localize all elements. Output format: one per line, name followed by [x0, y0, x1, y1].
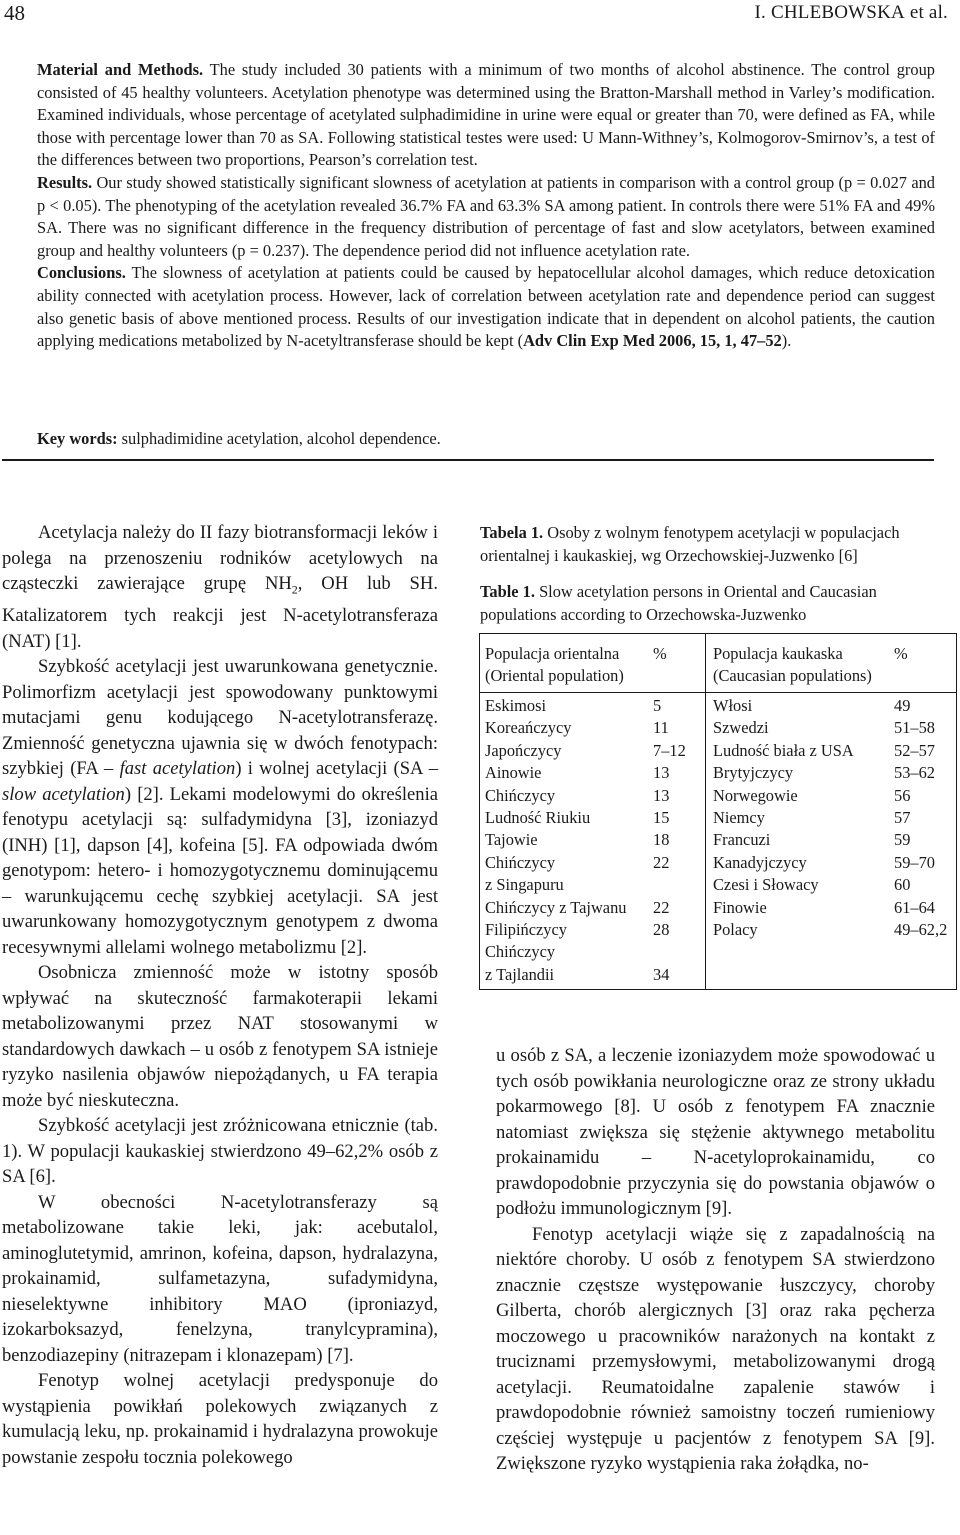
table-caption-en	[480, 581, 955, 626]
author-suffix: et al.	[904, 2, 948, 23]
table-caption	[480, 522, 955, 640]
table-cell: 49–62,2	[894, 920, 948, 940]
header-caucasian-pl: Populacja kaukaska	[713, 644, 843, 663]
table-cell: Ludność Riukiu	[485, 808, 591, 828]
table-header-caucasian	[713, 643, 872, 688]
table-cell: 22	[653, 897, 670, 917]
table-cell: 59	[894, 830, 911, 850]
table-cell: Szwedzi	[713, 718, 769, 738]
table-cell: Ludność biała z USA	[713, 740, 854, 760]
table-cell: z Tajlandii	[485, 964, 555, 984]
table-cell: 28	[653, 920, 670, 940]
table-header-oriental	[485, 643, 624, 688]
caucasian-names	[713, 695, 854, 941]
header-caucasian-en: (Caucasian populations)	[713, 666, 872, 686]
page-header	[0, 0, 960, 30]
right-column	[496, 1043, 935, 1477]
table-cell: Brytyjczycy	[713, 763, 794, 783]
table-cell: Czesi i Słowacy	[713, 875, 819, 895]
table-cell: Kanadyjczycy	[713, 852, 807, 872]
table-caption-en-text: Slow acetylation persons in Oriental and Caucasian populations according to Orzechowska-Juzwenko	[480, 582, 877, 624]
author-surname: HLEBOWSKA	[783, 2, 905, 23]
header-oriental-en: (Oriental population)	[485, 666, 624, 686]
citation-close: ).	[781, 331, 792, 351]
oriental-values	[653, 695, 686, 986]
table-cell: Włosi	[713, 696, 753, 715]
table-cell: Finowie	[713, 897, 767, 917]
table-cell: 15	[653, 808, 670, 828]
running-head	[755, 0, 948, 26]
table-cell: Koreańczycy	[485, 718, 572, 738]
p2-text-c: ) [2]. Lekami modelowymi do określenia fenotypu acetylacji są: sulfadymidyna [3], izoniazyd (INH) [1], dapson [4], kofeina [5]. FA odpowiada dwóm genotypom: hetero- i homozygotycznemu dominującemu – warunkującemu cechę szybkiej acetylacji. SA jest uwarunkowany homozygotycznym genotypem z dwoma recesywnymi allelami wolnego metabolizmu [2].	[2, 783, 439, 958]
table-cell: Chińczycy	[485, 942, 556, 962]
table-cell: Niemcy	[713, 808, 765, 828]
table-cell: Norwegowie	[713, 785, 798, 805]
left-paragraph-5: W obecności N-acetylotransferazy są metabolizowane takie leki, jak: acebutalol, aminoglutetymid, amrinon, kofeina, dapson, hydralazyna, prokainamid, sulfametazyna, sufadymidyna, nieselektywne inhibitory MAO (iproniazyd, izokarboksazyd, fenelzyna, tranylcypramina), benzodiazepiny (nitrazepam i klonazepam) [7].	[2, 1191, 438, 1366]
left-paragraph-3: Osobnicza zmienność może w istotny sposób wpływać na skuteczność farmakoterapii lekami metabolizowanymi przez NAT stosowanymi w standardowych dawkach – u osób z fenotypem SA istnieje ryzyko nasilenia objawów niepożądanych, u FA terapia może być nieskuteczna.	[2, 962, 438, 1111]
header-caucasian-percent: %	[894, 644, 908, 663]
conclusions-text: The slowness of acetylation at patients could be caused by hepatocellular alcohol damages, which reduce detoxication ability connected with acetylation process. However, lack of correlation between acetylation rate and dependence period can suggest also genetic basis of above mentioned process. Results of our investigation indicate that in dependent on alcohol patients, the caution applying medications metabolized by N-acetyltransferase should be kept (	[37, 263, 935, 351]
p2-text-b: ) i wolnej acetylacji (SA –	[235, 758, 438, 780]
left-paragraph-4: Szybkość acetylacji jest zróżnicowana etnicznie (tab. 1). W populacji kaukaskiej stwierdzono 49–62,2% osób z SA [6].	[2, 1115, 438, 1188]
keywords	[37, 428, 935, 450]
conclusions-label: Conclusions.	[37, 263, 126, 283]
oriental-names	[485, 695, 626, 986]
table-cell: Francuzi	[713, 830, 771, 850]
table-cell: Polacy	[713, 920, 758, 940]
table-cell: Chińczycy	[485, 852, 556, 872]
table-cell: Chińczycy	[485, 785, 556, 805]
table-cell	[653, 874, 686, 896]
caucasian-values	[894, 695, 947, 941]
citation: Adv Clin Exp Med 2006, 15, 1, 47–52	[523, 331, 782, 351]
population-table	[479, 633, 957, 990]
right-paragraph-2: Fenotyp acetylacji wiąże się z zapadalnością na niektóre choroby. U osób z fenotypem SA stwierdzono znacznie częstsze występowanie łuszczycy, choroby Gilberta, chorób alergicznych [3] oraz raka pęcherza moczowego u pracowników narażonych na kontakt z truciznami przemysłowymi, metabolizowanymi drogą acetylacji. Reumatoidalne zapalenie stawów i prawdopodobnie również samoistny toczeń rumieniowy częściej występuje u pacjentów z fenotypem SA [9]. Zwiększone ryzyko wystąpienia raka żołądka, no-	[496, 1223, 935, 1474]
table-cell: 7–12	[653, 740, 686, 760]
keywords-label: Key words:	[37, 429, 118, 448]
table-cell: Ainowie	[485, 763, 542, 783]
left-paragraph-1	[2, 520, 438, 654]
abstract-conclusions	[37, 262, 935, 352]
abstract-divider	[2, 459, 934, 461]
table-cell: 61–64	[894, 897, 935, 917]
table-caption-pl	[480, 522, 955, 567]
header-oriental-percent: %	[653, 644, 667, 663]
table-header-caucasian-pct	[894, 643, 908, 665]
table-cell: 53–62	[894, 763, 935, 783]
abstract	[37, 59, 935, 353]
nh2-subscript: 2	[291, 582, 298, 597]
table-cell: 13	[653, 785, 670, 805]
p2-slow-italic: slow acetylation	[2, 783, 125, 805]
table-cell: 52–57	[894, 740, 935, 760]
keywords-text: sulphadimidine acetylation, alcohol dependence.	[117, 429, 441, 448]
page-number: 48	[4, 1, 25, 25]
methods-text: The study included 30 patients with a minimum of two months of alcohol abstinence. The control group consisted of 45 healthy volunteers. Acetylation phenotype was determined using the Bratton-Marshall method in Varley’s modification. Examined individuals, whose percentage of acetylated sulphadimidine in urine were equal or greater than 70, were defined as FA, while those with percentage lower than 70 as SA. Following statistical testes were used: U Mann-Withney’s, Kolmogorov-Smirnov’s, a test of the differences between two proportions, Pearson’s correlation test.	[37, 60, 935, 170]
table-caption-pl-text: Osoby z wolnym fenotypem acetylacji w populacjach orientalnej i kaukaskiej, wg Orzechowskiej-Juzwenko [6]	[480, 523, 900, 565]
table-cell: 13	[653, 763, 670, 783]
abstract-methods	[37, 59, 935, 172]
right-paragraph-1: u osób z SA, a leczenie izoniazydem może spowodować u tych osób powikłania neurologiczne oraz ze strony układu pokarmowego [8]. U osób z fenotypem FA znacznie natomiast zwiększa się stężenie aktywnego metabolitu prokainamidu – N-acetyloprokainamidu, co prawdopodobnie przyczynia się do powstania objawów o podłożu immunologicznym [9].	[496, 1045, 935, 1219]
table-column-divider	[705, 634, 706, 989]
abstract-results	[37, 172, 935, 262]
table-cell: Eskimosi	[485, 696, 547, 715]
table-cell: 22	[653, 852, 670, 872]
table-cell: 34	[653, 964, 670, 984]
table-cell: 60	[894, 875, 911, 895]
table-cell: 49	[894, 696, 911, 715]
table-cell: 11	[653, 718, 669, 738]
p2-text-a: Szybkość acetylacji jest uwarunkowana genetycznie. Polimorfizm acetylacji jest spowodowany punktowymi mutacjami genu kodującego N-acetylotransferazę. Zmienność genetyczna ujawnia się w dwóch fenotypach: szybkiej (FA –	[2, 656, 438, 780]
table-cell	[653, 941, 686, 963]
p1-text-b: , OH lub SH. Katalizatorem tych reakcji jest N-acetylotransferaza (NAT) [1].	[2, 573, 438, 652]
author-initial: I. C	[754, 2, 784, 23]
left-paragraph-2	[2, 654, 438, 960]
table-cell: Chińczycy z Tajwanu	[485, 897, 627, 917]
table-header-oriental-pct	[653, 643, 667, 665]
header-oriental-pl: Populacja orientalna	[485, 644, 620, 663]
table-cell: 5	[653, 696, 662, 715]
methods-label: Material and Methods.	[37, 60, 204, 79]
table-cell: Filipińczycy	[485, 920, 567, 940]
table-cell: 59–70	[894, 852, 935, 872]
results-label: Results.	[37, 172, 93, 192]
p1-text-a: Acetylacja należy do II fazy biotransformacji leków i polega na przenoszeniu rodników acetylowych na cząsteczki zawierające grupę NH	[2, 522, 438, 594]
table-cell: 18	[653, 830, 670, 850]
table-cell: Japończycy	[485, 740, 562, 760]
table-cell: 56	[894, 785, 911, 805]
table-label-pl: Tabela 1.	[480, 523, 544, 542]
left-column	[2, 520, 438, 1470]
table-label-en: Table 1.	[480, 582, 535, 601]
results-text: Our study showed statistically significant slowness of acetylation at patients in comparison with a control group (p = 0.027 and p < 0.05). The phenotyping of the acetylation revealed 36.7% FA and 63.3% SA among patient. In controls there were 51% FA and 49% SA. There was no significant difference in the frequency distribution of percentage of fast and slow acetylators, between examined group and healthy volunteers (p = 0.237). The dependence period did not influence acetylation rate.	[37, 172, 935, 260]
table-cell: z Singapuru	[485, 875, 564, 895]
p2-fast-italic: fast acetylation	[119, 758, 236, 780]
table-cell: 57	[894, 808, 911, 828]
left-paragraph-6: Fenotyp wolnej acetylacji predysponuje do wystąpienia powikłań polekowych związanych z kumulacją leku, np. prokainamid i hydralazyna prowokuje powstanie zespołu tocznia polekowego	[2, 1370, 438, 1468]
table-header-divider	[480, 692, 956, 693]
table-cell: 51–58	[894, 718, 935, 738]
table-cell: Tajowie	[485, 830, 538, 850]
